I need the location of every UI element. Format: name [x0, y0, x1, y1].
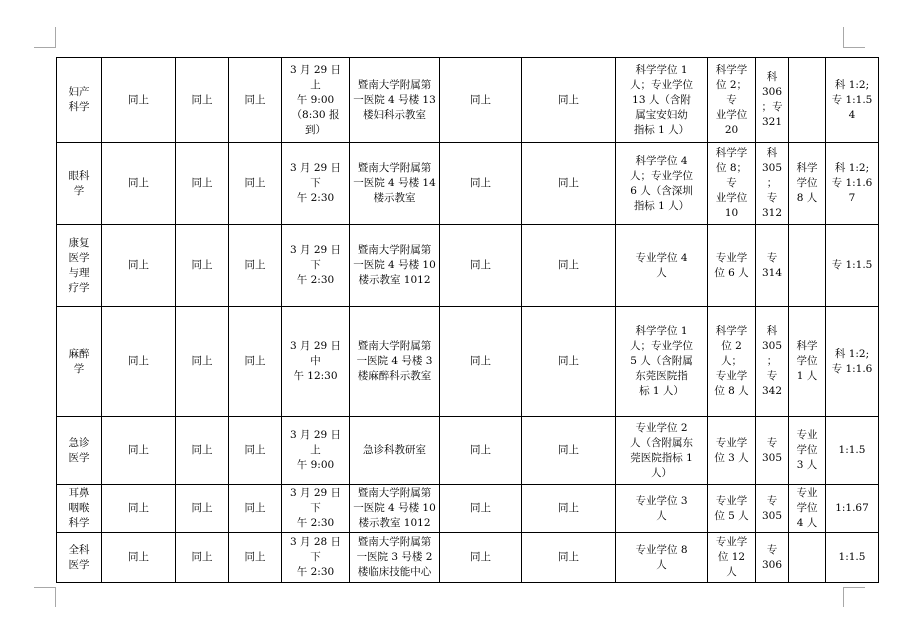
place-cell: 暨南大学附属第 一医院 4 号楼 13 楼妇科示教室	[350, 58, 440, 143]
plan-cell: 专业学位 4 人	[616, 225, 708, 307]
admit-cell: 科学学 位 8；专 业学位 10	[708, 143, 756, 225]
cell: 同上	[176, 307, 229, 417]
cell: 同上	[522, 417, 616, 485]
extra-cell: 专业 学位 4 人	[789, 485, 826, 533]
crop-mark-top-right-h	[843, 47, 865, 49]
cell: 同上	[229, 485, 282, 533]
cell: 同上	[229, 225, 282, 307]
cell: 同上	[440, 225, 522, 307]
cell: 同上	[440, 307, 522, 417]
score-cell: 科 305 ； 专 312	[756, 143, 789, 225]
cell: 同上	[229, 417, 282, 485]
crop-mark-bottom-right-v	[843, 587, 845, 607]
extra-cell	[789, 225, 826, 307]
table-row	[57, 143, 879, 225]
table-row	[57, 58, 879, 143]
crop-mark-bottom-right-h	[843, 587, 865, 589]
cell: 同上	[176, 225, 229, 307]
major-cell: 妇产 科学	[57, 58, 102, 143]
place-cell: 暨南大学附属第 一医院 4 号楼 14 楼示教室	[350, 143, 440, 225]
cell: 同上	[176, 58, 229, 143]
table-row	[57, 307, 879, 417]
place-cell: 急诊科教研室	[350, 417, 440, 485]
cell: 同上	[102, 225, 176, 307]
time-cell: 3 月 29 日下 午 2:30	[282, 143, 350, 225]
ratio-cell: 科 1:2; 专 1:1.54	[826, 58, 879, 143]
score-cell: 科 306 ；专 321	[756, 58, 789, 143]
extra-cell	[789, 533, 826, 583]
cell: 同上	[522, 225, 616, 307]
table-row	[57, 485, 879, 533]
time-cell: 3 月 29 日上 午 9:00 （8:30 报 到）	[282, 58, 350, 143]
cell: 同上	[440, 485, 522, 533]
cell: 同上	[229, 58, 282, 143]
ratio-cell: 1:1.5	[826, 417, 879, 485]
plan-cell: 科学学位 4 人；专业学位 6 人（含深圳 指标 1 人）	[616, 143, 708, 225]
admit-cell: 科学学 位 2；专 业学位 20	[708, 58, 756, 143]
crop-mark-top-left-h	[34, 47, 56, 49]
extra-cell: 专业 学位 3 人	[789, 417, 826, 485]
place-cell: 暨南大学附属第 一医院 4 号楼 3 楼麻醉科示教室	[350, 307, 440, 417]
admit-cell: 专业学 位 6 人	[708, 225, 756, 307]
crop-mark-top-right-v	[843, 27, 845, 48]
cell: 同上	[229, 533, 282, 583]
ratio-cell: 科 1:2; 专 1:1.6	[826, 307, 879, 417]
score-cell: 专 305	[756, 485, 789, 533]
place-cell: 暨南大学附属第 一医院 4 号楼 10 楼示教室 1012	[350, 485, 440, 533]
cell: 同上	[229, 143, 282, 225]
cell: 同上	[102, 417, 176, 485]
plan-cell: 专业学位 8 人	[616, 533, 708, 583]
cell: 同上	[102, 307, 176, 417]
cell: 同上	[440, 143, 522, 225]
major-cell: 全科 医学	[57, 533, 102, 583]
score-cell: 专 305	[756, 417, 789, 485]
cell: 同上	[522, 58, 616, 143]
cell: 同上	[522, 307, 616, 417]
cell: 同上	[102, 533, 176, 583]
cell: 同上	[229, 307, 282, 417]
extra-cell: 科学 学位 8 人	[789, 143, 826, 225]
admit-cell: 专业学 位 3 人	[708, 417, 756, 485]
time-cell: 3 月 29 日下 午 2:30	[282, 485, 350, 533]
cell: 同上	[102, 58, 176, 143]
cell: 同上	[440, 533, 522, 583]
time-cell: 3 月 29 日上 午 9:00	[282, 417, 350, 485]
score-cell: 专 314	[756, 225, 789, 307]
cell: 同上	[102, 485, 176, 533]
cell: 同上	[522, 533, 616, 583]
score-cell: 科 305 ； 专 342	[756, 307, 789, 417]
table-row	[57, 533, 879, 583]
major-cell: 麻醉 学	[57, 307, 102, 417]
score-cell: 专 306	[756, 533, 789, 583]
time-cell: 3 月 29 日中 午 12:30	[282, 307, 350, 417]
ratio-cell: 科 1:2; 专 1:1.67	[826, 143, 879, 225]
crop-mark-bottom-left-h	[34, 587, 56, 589]
place-cell: 暨南大学附属第 一医院 4 号楼 10 楼示教室 1012	[350, 225, 440, 307]
time-cell: 3 月 29 日下 午 2:30	[282, 225, 350, 307]
plan-cell: 科学学位 1 人；专业学位 13 人（含附 属宝安妇幼 指标 1 人）	[616, 58, 708, 143]
major-cell: 急诊 医学	[57, 417, 102, 485]
crop-mark-bottom-left-v	[55, 587, 57, 607]
cell: 同上	[176, 417, 229, 485]
cell: 同上	[522, 485, 616, 533]
plan-cell: 科学学位 1 人；专业学位 5 人（含附属 东莞医院指 标 1 人）	[616, 307, 708, 417]
ratio-cell: 1:1.67	[826, 485, 879, 533]
plan-cell: 专业学位 3 人	[616, 485, 708, 533]
cell: 同上	[176, 533, 229, 583]
extra-cell: 科学 学位 1 人	[789, 307, 826, 417]
table-row	[57, 225, 879, 307]
time-cell: 3 月 28 日下 午 2:30	[282, 533, 350, 583]
admit-cell: 专业学 位 12 人	[708, 533, 756, 583]
table-row	[57, 417, 879, 485]
place-cell: 暨南大学附属第 一医院 3 号楼 2 楼临床技能中心	[350, 533, 440, 583]
plan-cell: 专业学位 2 人（含附属东 莞医院指标 1 人）	[616, 417, 708, 485]
major-cell: 耳鼻 咽喉 科学	[57, 485, 102, 533]
extra-cell	[789, 58, 826, 143]
admit-cell: 科学学 位 2 人； 专业学 位 8 人	[708, 307, 756, 417]
major-cell: 眼科 学	[57, 143, 102, 225]
cell: 同上	[440, 58, 522, 143]
cell: 同上	[176, 143, 229, 225]
cell: 同上	[440, 417, 522, 485]
schedule-table	[56, 57, 879, 583]
cell: 同上	[176, 485, 229, 533]
ratio-cell: 1:1.5	[826, 533, 879, 583]
cell: 同上	[522, 143, 616, 225]
major-cell: 康复 医学 与理 疗学	[57, 225, 102, 307]
crop-mark-top-left-v	[55, 27, 57, 48]
cell: 同上	[102, 143, 176, 225]
ratio-cell: 专 1:1.5	[826, 225, 879, 307]
admit-cell: 专业学 位 5 人	[708, 485, 756, 533]
